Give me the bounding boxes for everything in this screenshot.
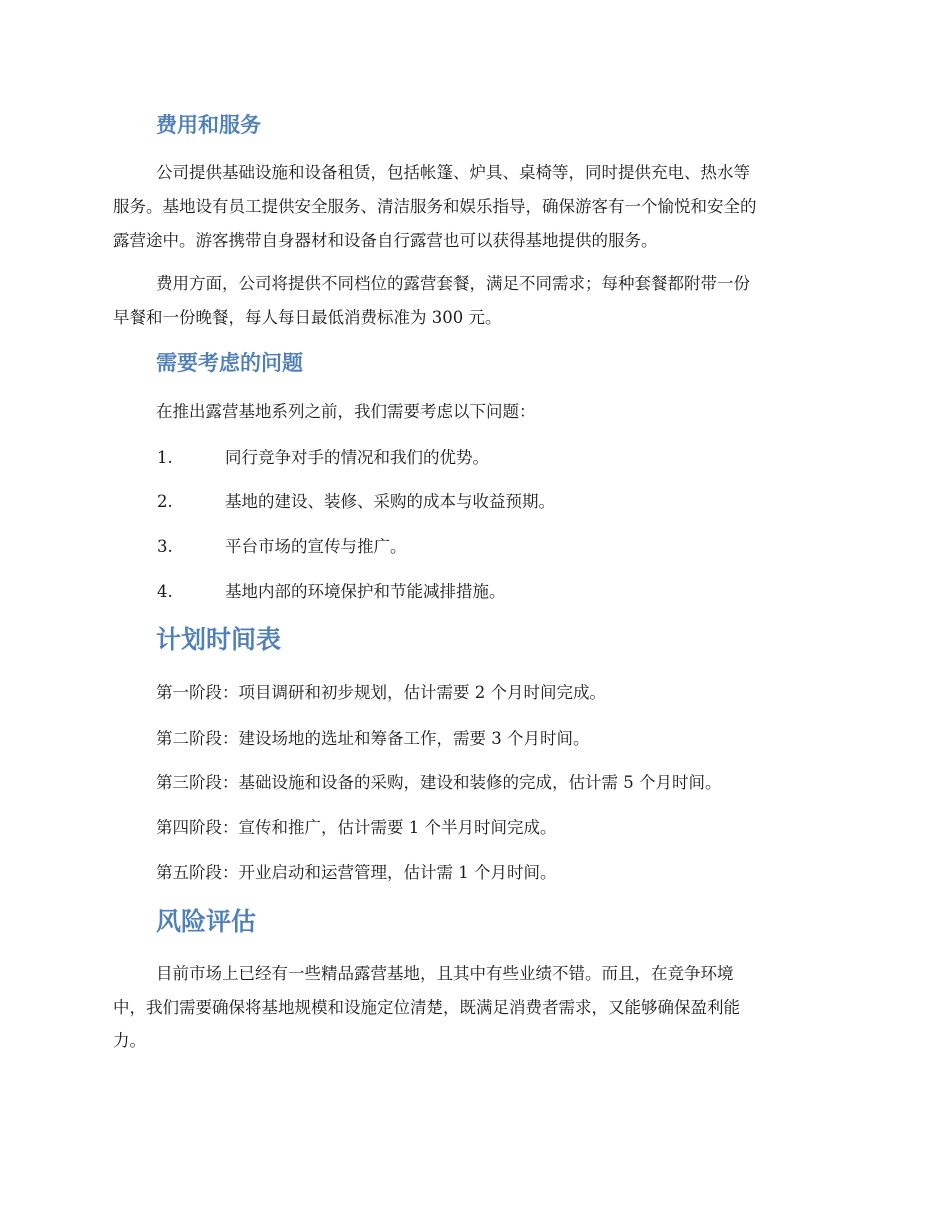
fees-p2-line-2: 早餐和一份晚餐，每人每日最低消费标准为 300 元。 bbox=[113, 308, 502, 327]
risk-p1-line-3: 力。 bbox=[113, 1031, 146, 1050]
list-item-text: 平台市场的宣传与推广。 bbox=[225, 537, 407, 556]
schedule-phase-1: 第一阶段：项目调研和初步规划，估计需要 2 个月时间完成。 bbox=[156, 683, 606, 702]
risk-p1-line-2: 中，我们需要确保将基地规模和设施定位清楚，既满足消费者需求，又能够确保盈利能 bbox=[113, 998, 740, 1017]
list-item-text: 同行竞争对手的情况和我们的优势。 bbox=[225, 448, 489, 467]
list-item-text: 基地内部的环境保护和节能减排措施。 bbox=[225, 582, 506, 601]
list-item-number: 4. bbox=[157, 582, 173, 601]
fees-p1-line-3: 露营途中。游客携带自身器材和设备自行露营也可以获得基地提供的服务。 bbox=[113, 231, 658, 250]
heading-issues: 需要考虑的问题 bbox=[156, 351, 303, 375]
schedule-phase-4: 第四阶段：宣传和推广，估计需要 1 个半月时间完成。 bbox=[156, 818, 557, 837]
heading-fees: 费用和服务 bbox=[156, 113, 261, 137]
list-item-text: 基地的建设、装修、采购的成本与收益预期。 bbox=[225, 492, 555, 511]
risk-p1-line-1: 目前市场上已经有一些精品露营基地，且其中有些业绩不错。而且，在竞争环境 bbox=[156, 964, 734, 983]
list-item-number: 1. bbox=[157, 448, 173, 467]
schedule-phase-5: 第五阶段：开业启动和运营管理，估计需 1 个月时间。 bbox=[156, 863, 557, 882]
list-item-number: 2. bbox=[157, 492, 173, 511]
fees-p1-line-2: 服务。基地设有员工提供安全服务、清洁服务和娱乐指导，确保游客有一个愉悦和安全的 bbox=[113, 197, 757, 216]
issues-intro: 在推出露营基地系列之前，我们需要考虑以下问题： bbox=[156, 402, 536, 421]
heading-schedule: 计划时间表 bbox=[156, 625, 282, 654]
fees-p1-line-1: 公司提供基础设施和设备租赁，包括帐篷、炉具、桌椅等，同时提供充电、热水等 bbox=[156, 163, 750, 182]
list-item-number: 3. bbox=[157, 537, 173, 556]
fees-p2-line-1: 费用方面，公司将提供不同档位的露营套餐，满足不同需求；每种套餐都附带一份 bbox=[156, 274, 750, 293]
heading-risk: 风险评估 bbox=[156, 907, 257, 936]
schedule-phase-3: 第三阶段：基础设施和设备的采购，建设和装修的完成，估计需 5 个月时间。 bbox=[156, 773, 722, 792]
schedule-phase-2: 第二阶段：建设场地的选址和筹备工作，需要 3 个月时间。 bbox=[156, 729, 590, 748]
